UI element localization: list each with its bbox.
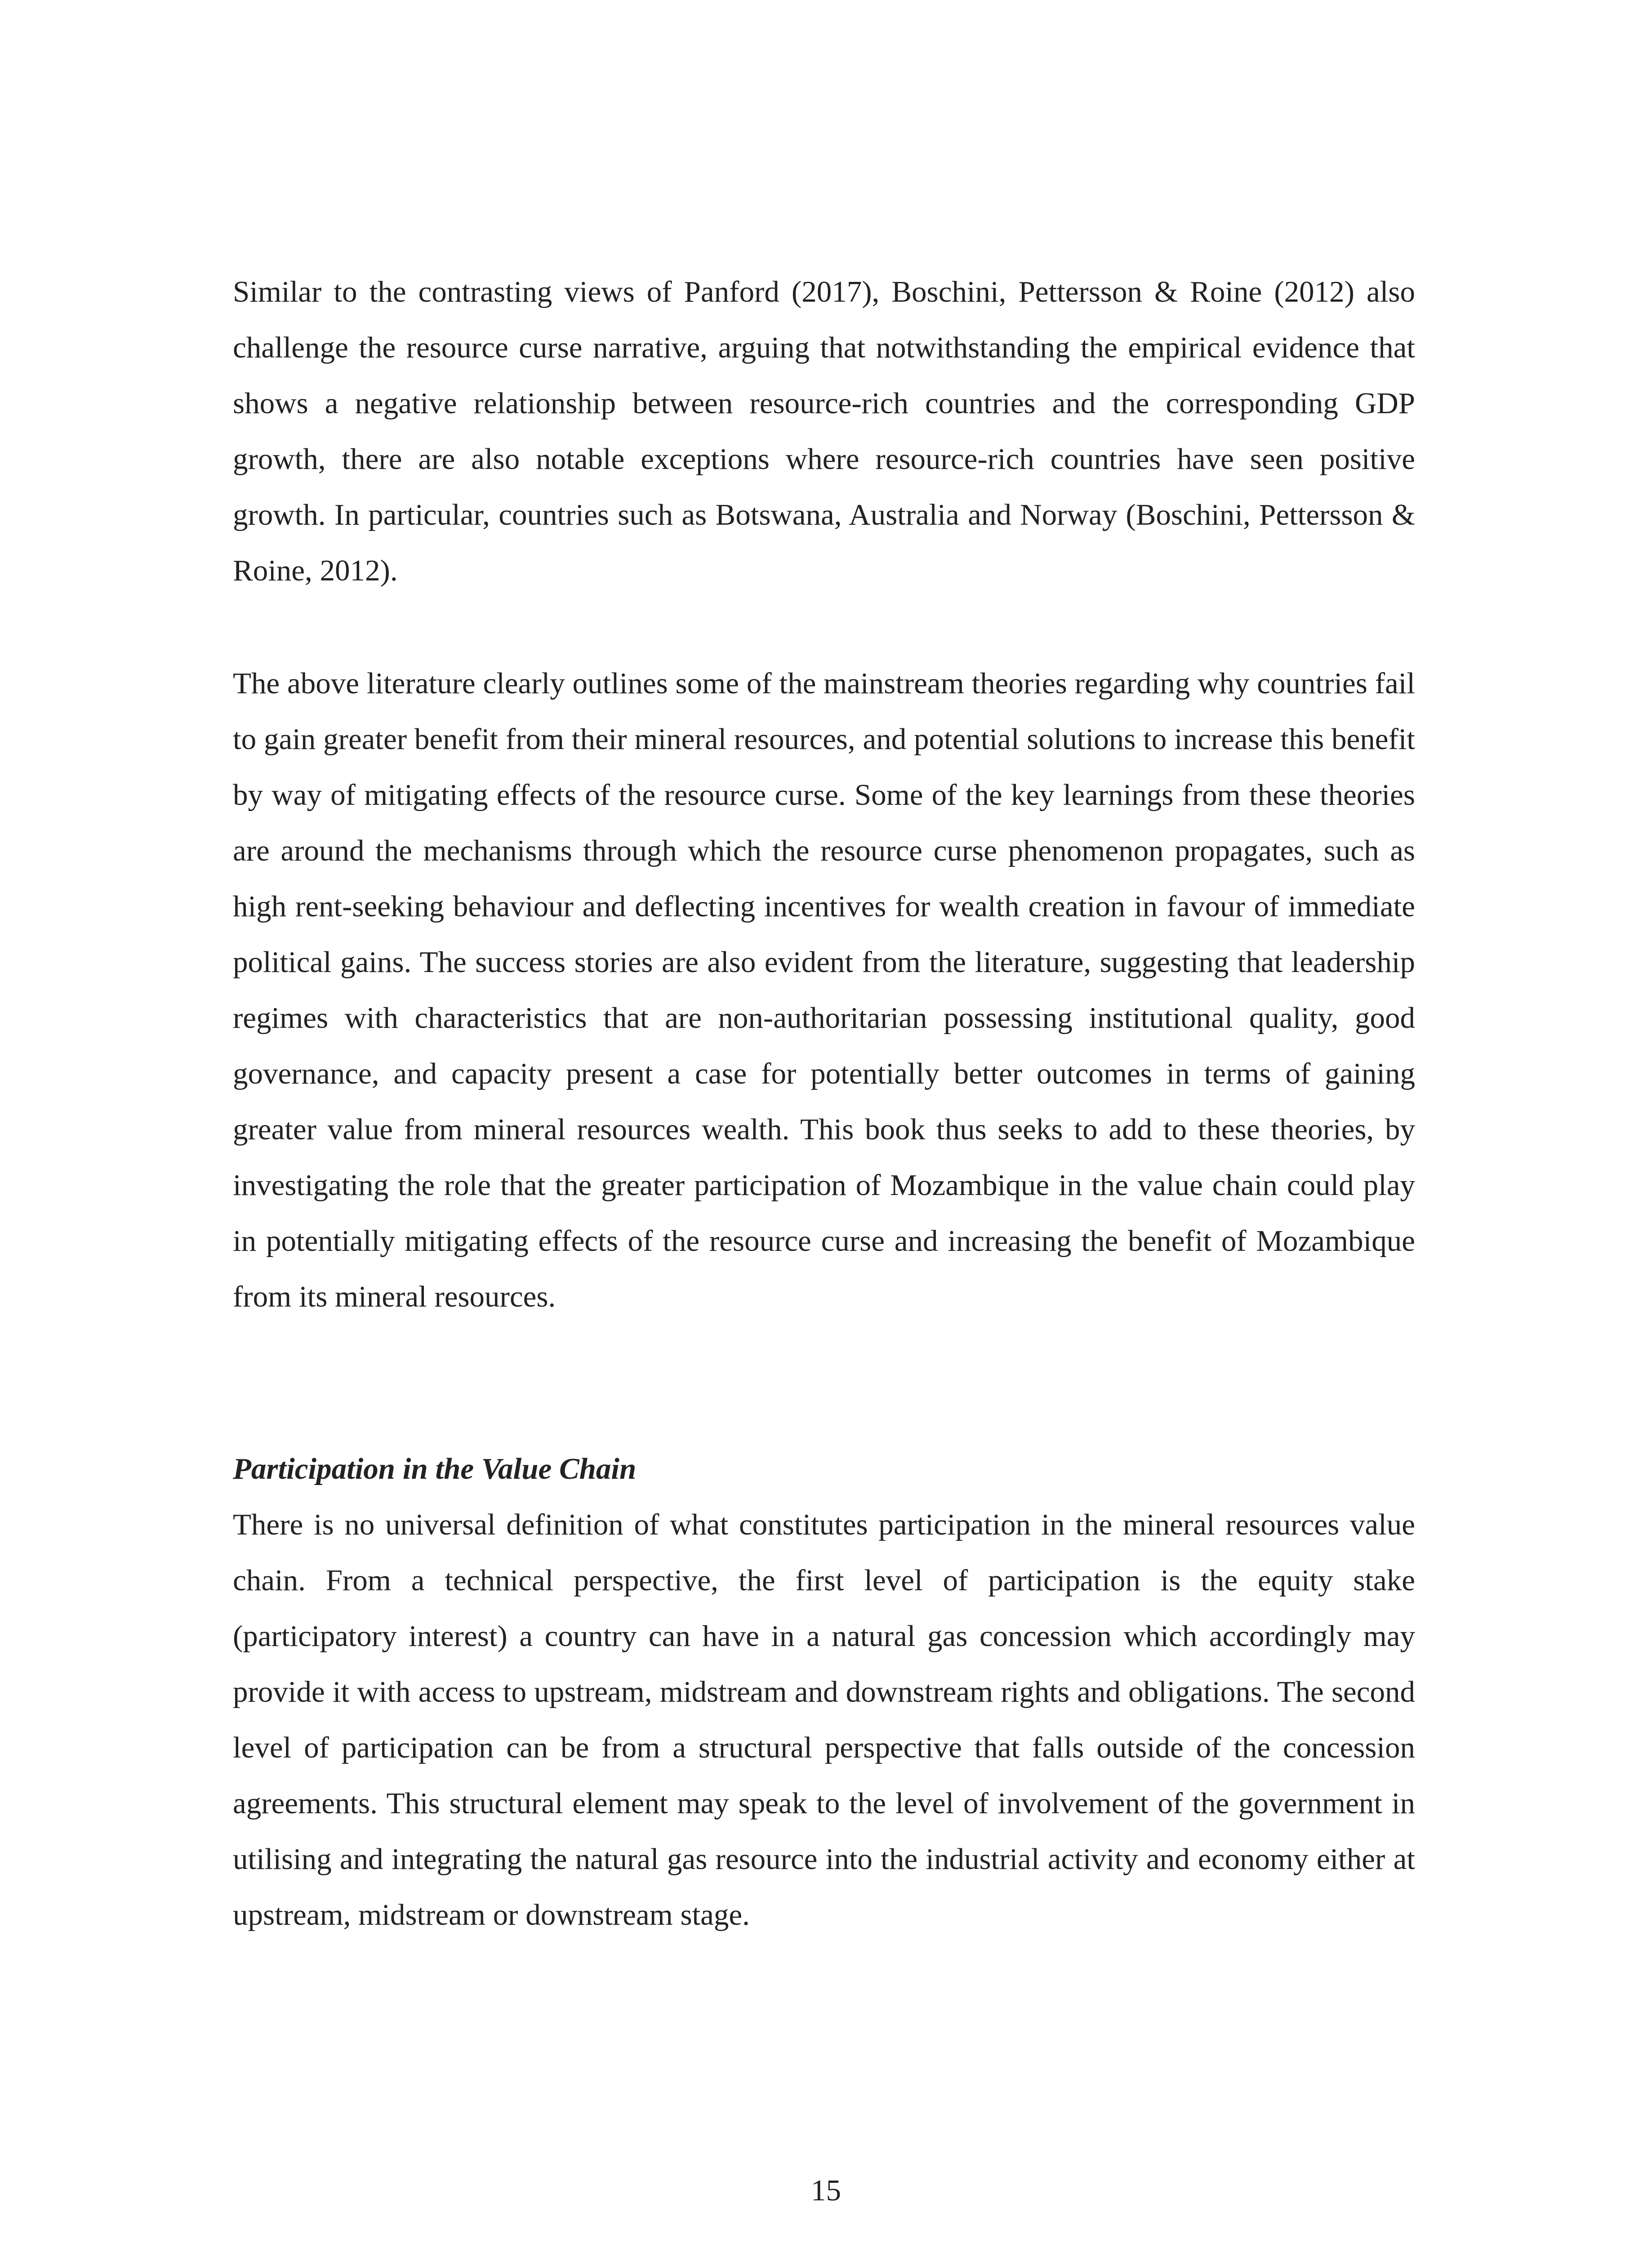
paragraph-literature-summary: The above literature clearly outlines some of the mainstream theories regarding why countries fail to gain greater benefit from their mineral resources, and potential solutions to increase this benefit by way of mitigating effects of the resource curse. Some of the key learnings from these theories are around the mechanisms through which the resource curse phenomenon propagates, such as high rent-seeking behaviour and deflecting incentives for wealth creation in favour of immediate political gains. The success stories are also evident from the literature, suggesting that leadership regimes with characteristics that are non-authoritarian possessing institutional quality, good governance, and capacity present a case for potentially better outcomes in terms of gaining greater value from mineral resources wealth. This book thus seeks to add to these theories, by investigating the role that the greater participation of Mozambique in the value chain could play in potentially mitigating effects of the resource curse and increasing the benefit of Mozambique from its mineral resources.: [233, 667, 1415, 1313]
page-number: 15: [811, 2174, 841, 2207]
paragraph-value-chain-participation: There is no universal definition of what constitutes participation in the mineral resources value chain. From a technical perspective, the first level of participation is the equity stake (participatory interest) a country can have in a natural gas concession which accordingly may provide it with access to upstream, midstream and downstream rights and obligations. The second level of participation can be from a structural perspective that falls outside of the concession agreements. This structural element may speak to the level of involvement of the government in utilising and integrating the natural gas resource into the industrial activity and economy either at upstream, midstream or downstream stage.: [233, 1508, 1415, 1931]
section-heading: Participation in the Value Chain: [233, 1452, 637, 1485]
paragraph-resource-curse-exceptions: Similar to the contrasting views of Panford (2017), Boschini, Pettersson & Roine (2012) also challenge the resource curse narrative, arguing that notwithstanding the empirical evidence that shows a negative relationship between resource-rich countries and the corresponding GDP growth, there are also notable exceptions where resource-rich countries have seen positive growth. In particular, countries such as Botswana, Australia and Norway (Boschini, Pettersson & Roine, 2012).: [233, 275, 1415, 587]
